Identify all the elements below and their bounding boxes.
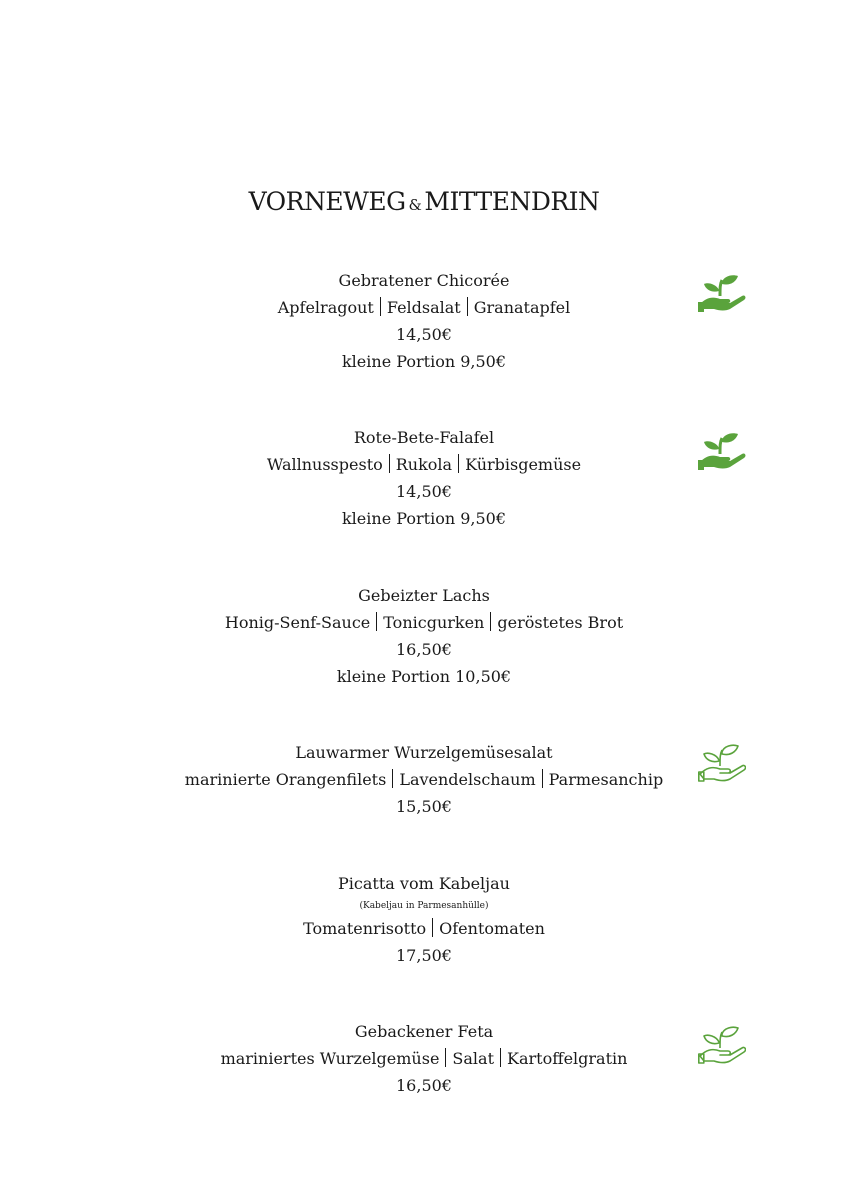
dish-price: 14,50€ [396,325,452,344]
dish-component: Feldsalat [386,298,461,317]
plant-hand-icon-outline [698,744,746,784]
dish-price: 16,50€ [396,1076,452,1095]
title-right: MITTENDRIN [424,187,600,216]
dish-component: Lavendelschaum [399,770,536,789]
separator [500,1048,501,1067]
dish-component: Kürbisgemüse [465,455,582,474]
dish-component: mariniertes Wurzelgemüse [220,1049,440,1068]
dish-component: Wallnusspesto [266,455,383,474]
dish-price: 15,50€ [396,797,452,816]
title-left: VORNEWEG [248,187,406,216]
dish-component: Honig-Senf-Sauce [224,613,371,632]
separator [380,297,381,316]
dish-component: Salat [452,1049,494,1068]
dish-component: marinierte Orangenfilets [184,770,387,789]
dish-component: Granatapfel [473,298,571,317]
separator [389,454,390,473]
separator [458,454,459,473]
dish-name: Rote-Bete-Falafel [353,428,495,447]
dish-price: 17,50€ [396,946,452,965]
dish-name: Picatta vom Kabeljau [338,874,510,893]
plant-hand-icon-filled [698,432,746,472]
separator [392,769,393,788]
dish-name: Gebackener Feta [354,1022,494,1041]
dish-name: Gebratener Chicorée [338,271,510,290]
dish-component: Ofentomaten [439,919,545,938]
dish-small-portion: kleine Portion 9,50€ [341,509,507,528]
plant-hand-icon-outline [698,1026,746,1066]
dish-component: Rukola [395,455,453,474]
dish-small-portion: kleine Portion 9,50€ [341,352,507,371]
dish-component: Tonicgurken [383,613,485,632]
separator [376,612,377,631]
separator [432,918,433,937]
dish-name: Gebeizter Lachs [358,586,490,605]
separator [490,612,491,631]
separator [467,297,468,316]
dish-component: Tomatenrisotto [303,919,427,938]
dish-name: Lauwarmer Wurzelgemüsesalat [295,743,553,762]
page-title [0,186,848,221]
dish-item [0,582,848,690]
dish-components [0,609,848,636]
title-ampersand: & [408,196,422,214]
dish-component: Apfelragout [277,298,374,317]
dish-note: (Kabeljau in Parmesanhülle) [359,901,489,911]
dish-small-portion: kleine Portion 10,50€ [336,667,512,686]
separator [542,769,543,788]
dish-price: 16,50€ [396,640,452,659]
separator [445,1048,446,1067]
dish-components [0,915,848,942]
dish-component: Kartoffelgratin [507,1049,628,1068]
dish-component: Parmesanchip [548,770,664,789]
dish-component: geröstetes Brot [497,613,624,632]
plant-hand-icon-filled [698,274,746,314]
dish-price: 14,50€ [396,482,452,501]
dish-item [0,870,848,969]
